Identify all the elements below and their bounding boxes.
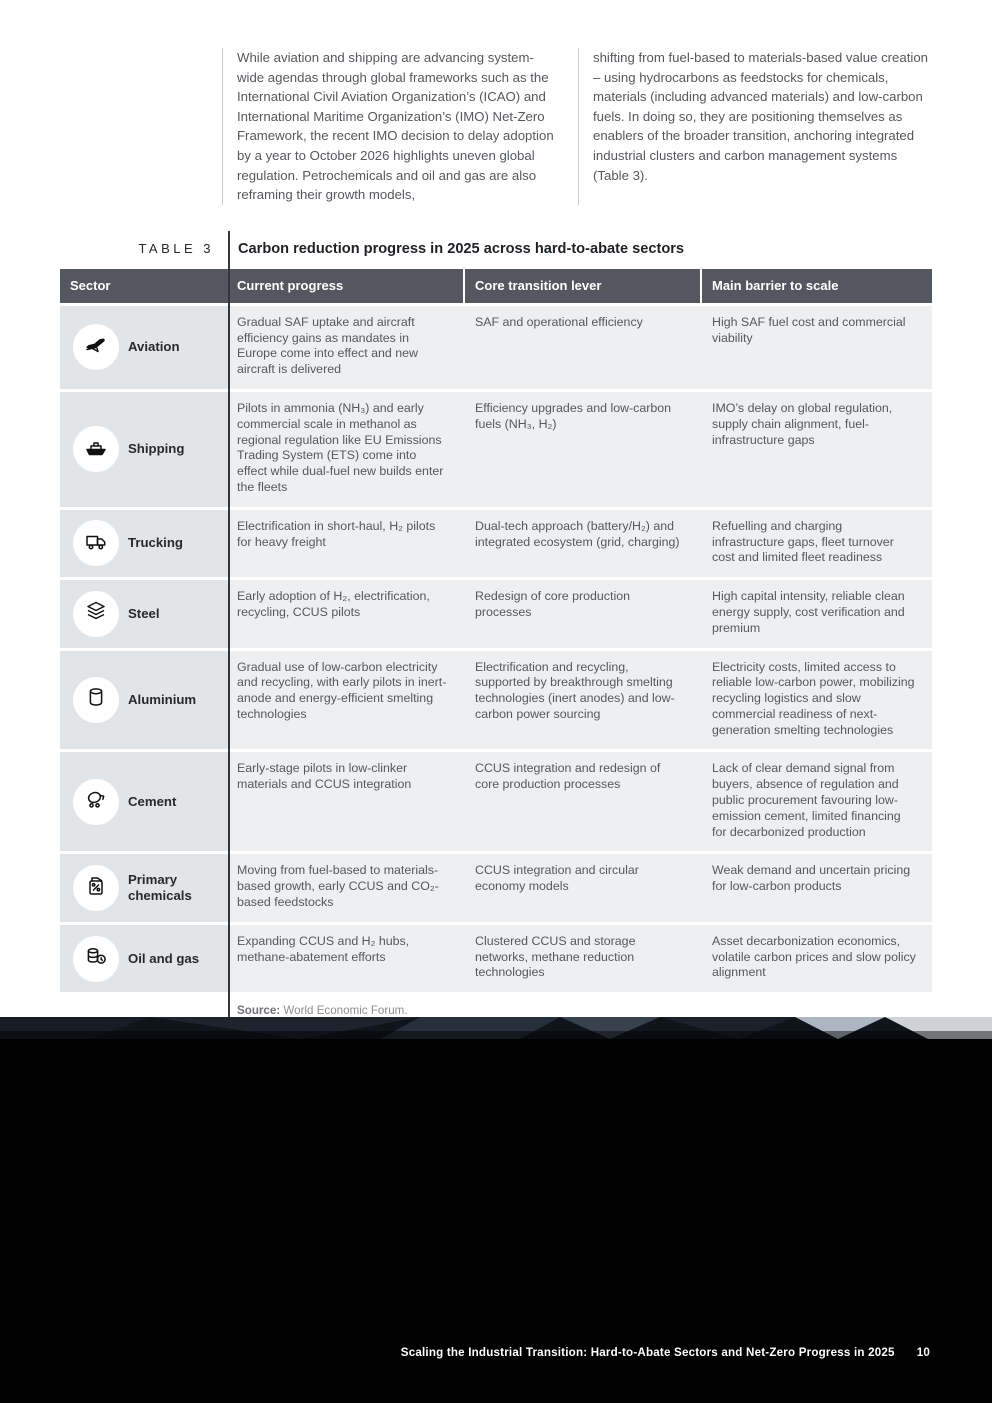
intro-paragraph-right: shifting from fuel-based to materials-based value creation – using hydrocarbons as feedstocks for chemicals, materials (including advanced materials) and low-carbon fuels. In doing so, they are positioning themselves as enablers of the broader transition, anchoring integrated industrial clusters and carbon management systems (Table 3). — [593, 50, 928, 183]
intro-column-right — [578, 48, 934, 205]
table-row — [60, 392, 932, 507]
sector-cell — [60, 392, 228, 507]
intro-paragraph-left: While aviation and shipping are advancing system-wide agendas through global frameworks such as the International Civil Aviation Organization’s (ICAO) and International Maritime Organization’s (IMO) Net-Zero Framework, the recent IMO decision to delay adoption by a year to October 2026 highlights uneven global regulation. Petrochemicals and oil and gas are also reframing their growth models, — [237, 50, 554, 203]
table-row — [60, 306, 932, 389]
ship-icon — [84, 435, 108, 464]
table-row — [60, 651, 932, 750]
sector-icon-circle — [73, 324, 119, 370]
current-progress-cell: Pilots in ammonia (NH₃) and early commercial scale in methanol as regional regulation like EU Emissions Trading System (ETS) come into effect while dual-fuel new builds enter the fleets — [228, 392, 463, 507]
column-header-main-barrier: Main barrier to scale — [700, 269, 932, 303]
table-label: TABLE 3 — [138, 241, 214, 257]
sector-name: Cement — [128, 793, 177, 809]
cement-mixer-icon — [84, 787, 108, 816]
main-barrier-cell: Electricity costs, limited access to reliable low-carbon power, mobilizing recycling logistics and slow commercial readiness of next-generation smelting technologies — [700, 651, 932, 750]
current-progress-cell: Early-stage pilots in low-clinker materials and CCUS integration — [228, 752, 463, 851]
sector-name: Steel — [128, 605, 160, 621]
source-text: World Economic Forum. — [283, 1004, 408, 1017]
main-barrier-cell: Refuelling and charging infrastructure gaps, fleet turnover cost and limited fleet readiness — [700, 510, 932, 577]
main-barrier-cell: IMO’s delay on global regulation, supply chain alignment, fuel-infrastructure gaps — [700, 392, 932, 507]
table-3-block — [60, 229, 932, 1017]
sector-name: Trucking — [128, 535, 183, 551]
table-title: Carbon reduction progress in 2025 across hard-to-abate sectors — [238, 240, 685, 257]
column-header-core-transition-lever: Core transition lever — [463, 269, 700, 303]
table-row — [60, 580, 932, 647]
core-transition-lever-cell: Dual-tech approach (battery/H₂) and integrated ecosystem (grid, charging) — [463, 510, 700, 577]
steel-layers-icon — [84, 599, 108, 628]
oil-barrels-icon — [84, 944, 108, 973]
main-barrier-cell: Lack of clear demand signal from buyers, absence of regulation and public procurement favouring low-emission cement, limited financing for decarbonized production — [700, 752, 932, 851]
core-transition-lever-cell: Efficiency upgrades and low-carbon fuels (NH₃, H₂) — [463, 392, 700, 507]
sector-cell — [60, 580, 228, 647]
current-progress-cell: Gradual SAF uptake and aircraft efficiency gains as mandates in Europe come into effect and new aircraft is delivered — [228, 306, 463, 389]
table-row — [60, 752, 932, 851]
current-progress-cell: Early adoption of H₂, electrification, recycling, CCUS pilots — [228, 580, 463, 647]
sector-name: Primary chemicals — [128, 872, 192, 904]
column-header-current-progress: Current progress — [228, 269, 463, 303]
core-transition-lever-cell: CCUS integration and circular economy models — [463, 854, 700, 921]
table-caption — [60, 229, 932, 269]
sector-icon-circle — [73, 936, 119, 982]
current-progress-cell: Gradual use of low-carbon electricity and recycling, with early pilots in inert-anode and energy-efficient smelting technologies — [228, 651, 463, 750]
table-header-row — [60, 269, 932, 303]
aluminium-can-icon — [84, 685, 108, 714]
sector-icon-circle — [73, 865, 119, 911]
sector-name: Aviation — [128, 339, 180, 355]
chemicals-canister-icon — [84, 874, 108, 903]
table-body — [60, 306, 932, 993]
truck-icon — [84, 529, 108, 558]
table-row — [60, 925, 932, 992]
sector-icon-circle — [73, 591, 119, 637]
intro-column-left — [222, 48, 578, 205]
sector-cell — [60, 854, 228, 921]
sector-icon-circle — [73, 779, 119, 825]
current-progress-cell: Expanding CCUS and H₂ hubs, methane-abatement efforts — [228, 925, 463, 992]
core-transition-lever-cell: SAF and operational efficiency — [463, 306, 700, 389]
source-label: Source: — [237, 1004, 281, 1017]
core-transition-lever-cell: CCUS integration and redesign of core production processes — [463, 752, 700, 851]
sector-icon-circle — [73, 426, 119, 472]
current-progress-cell: Electrification in short-haul, H₂ pilots for heavy freight — [228, 510, 463, 577]
sector-icon-circle — [73, 520, 119, 566]
main-barrier-cell: Weak demand and uncertain pricing for low-carbon products — [700, 854, 932, 921]
sector-cell — [60, 306, 228, 389]
page-footer — [401, 1346, 930, 1359]
sector-cell — [60, 651, 228, 750]
column-header-sector: Sector — [60, 269, 228, 303]
footer-doc-title: Scaling the Industrial Transition: Hard-to-Abate Sectors and Net-Zero Progress in 2025 — [400, 1346, 895, 1359]
faceted-graphic — [0, 1017, 992, 1039]
sector-name: Aluminium — [128, 691, 197, 707]
airplane-icon — [84, 333, 108, 362]
sector-icon-circle — [73, 677, 119, 723]
table-row — [60, 854, 932, 921]
sector-cell — [60, 752, 228, 851]
sector-cell — [60, 510, 228, 577]
sector-cell — [60, 925, 228, 992]
intro-text — [222, 48, 934, 205]
sector-name: Shipping — [128, 441, 185, 457]
table-divider-line — [228, 231, 230, 1017]
main-barrier-cell: Asset decarbonization economics, volatile carbon prices and slow policy alignment — [700, 925, 932, 992]
source-line — [60, 1004, 932, 1017]
core-transition-lever-cell: Redesign of core production processes — [463, 580, 700, 647]
current-progress-cell: Moving from fuel-based to materials-based growth, early CCUS and CO₂-based feedstocks — [228, 854, 463, 921]
sector-name: Oil and gas — [128, 950, 200, 966]
main-barrier-cell: High capital intensity, reliable clean energy supply, cost verification and premium — [700, 580, 932, 647]
table-row — [60, 510, 932, 577]
bottom-image-band — [0, 1017, 992, 1403]
core-transition-lever-cell: Electrification and recycling, supported by breakthrough smelting technologies (inert anodes) and low-carbon power sourcing — [463, 651, 700, 750]
footer-page-number: 10 — [916, 1346, 930, 1359]
main-barrier-cell: High SAF fuel cost and commercial viability — [700, 306, 932, 389]
core-transition-lever-cell: Clustered CCUS and storage networks, methane reduction technologies — [463, 925, 700, 992]
